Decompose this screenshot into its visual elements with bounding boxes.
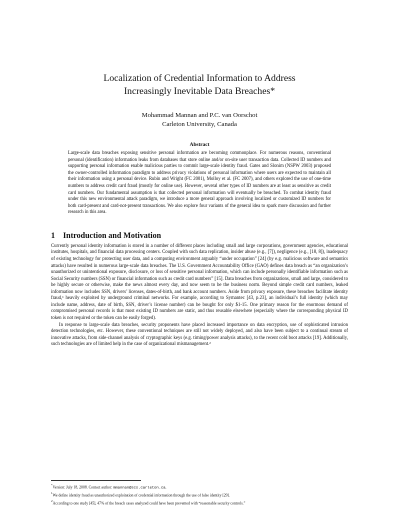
footnote-mark: 1 — [51, 491, 53, 496]
footnote-text: We define identity fraud as unauthorized exploitation of credential information through the use of false identity [29]. — [52, 493, 230, 498]
contact-email[interactable]: mmannan@scs.carleton.ca — [113, 486, 166, 491]
paragraph-1: Currently personal identity information is stored in a number of different places including small and large corporations, government agencies, educational institutes, hospitals, and financial data processing centers. Coupled with such data replication, insider abuse (e.g., [7]), negligence (e.g., [18, 8]), inadequacy of existing technology for protecting user data, and a computing environment arguably “under occupation” [24] (by e.g. malicious software and semantics attacks) have resulted in numerous large-scale data breaches. The U.S. Government Accountability Office (GAO) defines data breach as “an organization’s unauthorized or unintentional exposure, disclosure, or loss of sensitive personal information, which can include personally identifiable information such as Social Security numbers (SSN) or financial information such as credit card numbers” [15]. Data breaches from organizations, small and large, considered to be highly secure or otherwise, make the news almost every day, and now seem to be the business norm. Beyond simple credit card numbers, leaked information now includes SSN, drivers’ licenses, dates-of-birth, and bank account numbers. Aside from privacy exposure, these breaches facilitate identity fraud,¹ heavily exploited by underground criminal networks. For example, according to Symantec [43, p.23], an individual’s full identity (which may include name, address, date of birth, SSN, driver’s license number) can be bought for only $1-15. One primary reason for the enormous demand of compromised personal records is that most existing ID numbers are static, and thus reusable elsewhere (especially where the corresponding physical ID token is not required or the token can be easily forged). — [51, 243, 348, 321]
paper-title — [51, 72, 348, 98]
footnotes — [51, 480, 348, 506]
footnote-1 — [51, 491, 348, 498]
footnote-tail: . — [165, 485, 167, 490]
abstract-text: Large-scale data breaches exposing sensitive personal information are becoming commonplace. For numerous reasons, conventional personal (identification) information leaks from databases that store online and/or on-site user transaction data. Collected ID numbers and supporting personal information enable malicious parties to commit large-scale identity fraud. Gates and Slonim (NSPW 2003) proposed the owner-controlled information paradigm to address privacy violations of personal information where users are expected to maintain all their information using a personal device. Rubin and Wright (FC 2001), Molloy et al. (FC 2007), and others explored the use of one-time numbers to address credit card fraud (mostly for online use). However, several other types of ID numbers are at least as sensitive as credit card numbers. Our fundamental assumption is that collected personal information will eventually be breached. To combat identity fraud under this new environmental attack paradigm, we introduce a more general approach involving localized or customized ID numbers for both card-present and card-not-present transactions. We also explore four variants of the general idea to spark more discussion and further research in this area. — [68, 151, 331, 216]
section-title: Introduction and Motivation — [63, 230, 162, 240]
title-line-2: Increasingly Inevitable Data Breaches* — [123, 86, 276, 97]
footnote-text: According to one study [45], 47% of the breach cases analyzed could have been prevented with “reasonable security controls.” — [52, 501, 246, 506]
affiliation: Carleton University, Canada — [162, 120, 237, 128]
footnote-mark: 2 — [51, 498, 53, 503]
authors: Mohammad Mannan and P.C. van Oorschot — [141, 112, 258, 119]
title-line-1: Localization of Credential Information to Address — [103, 73, 296, 84]
footnote-text: Version: July 18, 2008. Contact author: — [52, 485, 114, 490]
footnote-2 — [51, 499, 348, 506]
author-block — [51, 112, 348, 129]
abstract-heading: Abstract — [189, 142, 210, 148]
paragraph-2: In response to large-scale data breaches, security proponents have placed increased importance on data encryption, use of sophisticated intrusion detection technologies, etc. However, these conventional techniques are still not widely deployed, and also have been subject to a continual stream of innovative attacks, from side-channel analysis of cryptographic keys (e.g. timing/power analysis attacks), to the recent cold boot attacks [19]. Additionally, such technologies are of limited help in the case of organizational mismanagement.² — [51, 322, 348, 348]
section-heading — [51, 231, 348, 240]
footnote-version — [51, 483, 348, 491]
section-number: 1 — [51, 230, 55, 240]
footnote-mark: * — [51, 483, 53, 487]
footnote-rule — [51, 480, 141, 481]
